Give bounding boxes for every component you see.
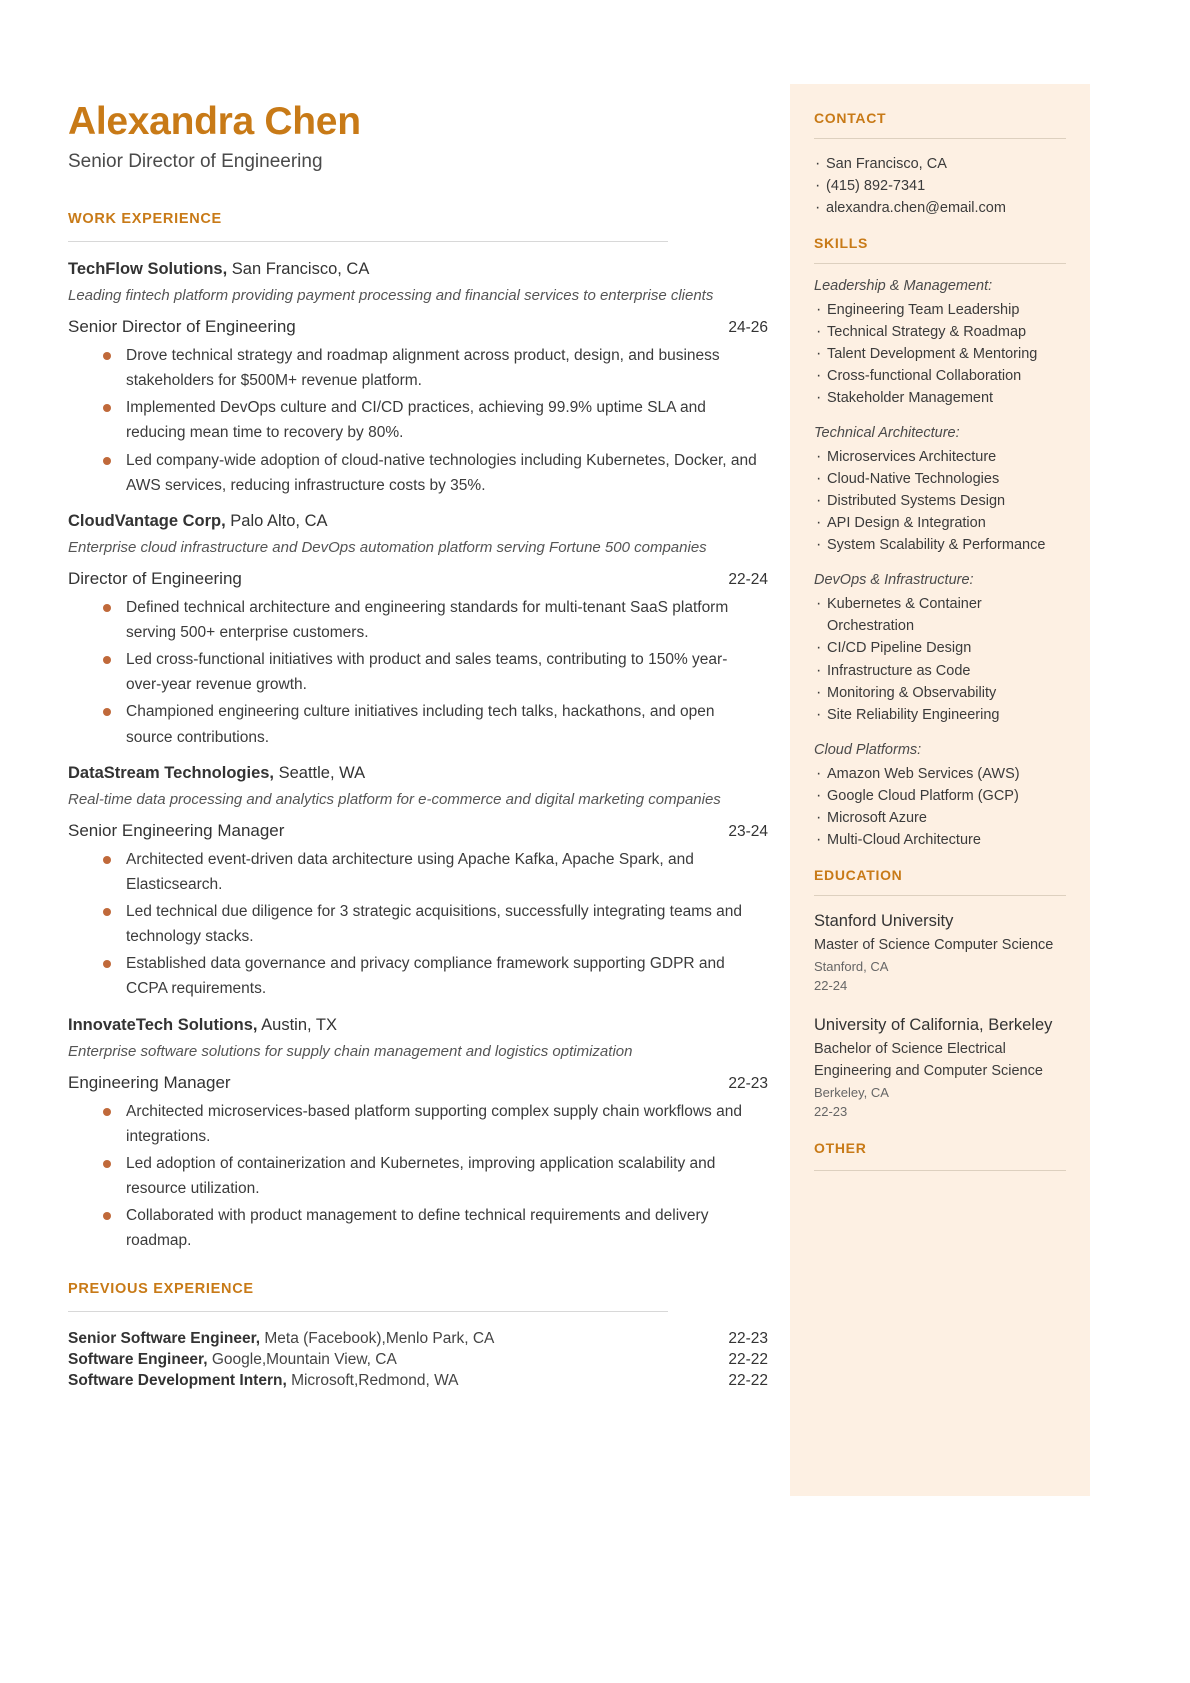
company-location: Palo Alto, CA <box>225 511 328 530</box>
role-title: Senior Director of Engineering <box>68 317 296 337</box>
company-location: Seattle, WA <box>274 763 366 782</box>
role-dates: 22-24 <box>728 571 768 588</box>
previous-experience-row <box>68 1330 768 1348</box>
education-location: Berkeley, CA <box>814 1084 889 1100</box>
other-heading: OTHER <box>814 1139 867 1156</box>
candidate-name: Alexandra Chen <box>68 100 361 143</box>
previous-org: Microsoft,Redmond, WA <box>286 1372 459 1390</box>
sidebar-divider <box>814 138 1066 139</box>
job-bullet: Architected microservices-based platform supporting complex supply chain workflows and integrations. <box>126 1099 760 1149</box>
education-dates: 22-24 <box>814 978 848 994</box>
education-dates: 22-23 <box>814 1104 848 1119</box>
previous-role-line <box>68 1330 494 1348</box>
skill-item: · Site Reliability Engineering <box>814 704 1066 726</box>
previous-role-line <box>68 1351 397 1369</box>
job-bullet: Defined technical architecture and engineering standards for multi-tenant SaaS platform serving 500+ enterprise customers. <box>126 595 760 645</box>
company-location: Austin, TX <box>257 1015 337 1034</box>
section-divider <box>68 241 668 242</box>
skill-item: · Cloud-Native Technologies <box>814 468 1066 490</box>
job-bullet: Led technical due diligence for 3 strategic acquisitions, successfully integrating teams and technology stacks. <box>126 899 760 949</box>
job-bullet: Established data governance and privacy compliance framework supporting GDPR and CCPA requirements. <box>126 951 760 1001</box>
role-title: Senior Engineering Manager <box>68 820 285 840</box>
previous-role: Software Engineer, <box>68 1351 208 1369</box>
previous-role-line <box>68 1372 458 1390</box>
contact-heading: CONTACT <box>814 110 887 126</box>
skill-group <box>814 278 1066 409</box>
job-bullets <box>68 343 760 498</box>
skill-item: · Cross-functional Collaboration <box>814 365 1066 387</box>
job-entry <box>68 511 768 750</box>
skill-item: · Talent Development & Mentoring <box>814 343 1066 365</box>
company-line <box>68 764 760 783</box>
job-entry <box>68 1015 768 1254</box>
skill-item: · Distributed Systems Design <box>814 490 1066 512</box>
job-bullets <box>68 1099 760 1254</box>
previous-role: Senior Software Engineer, <box>68 1330 261 1348</box>
job-bullets <box>68 847 760 1002</box>
job-bullet: Architected event-driven data architecture using Apache Kafka, Apache Spark, and Elasticsearch. <box>126 847 760 897</box>
skill-item: · Amazon Web Services (AWS) <box>814 763 1066 785</box>
skill-group-name: Leadership & Management: <box>814 278 993 295</box>
section-divider <box>68 1311 668 1312</box>
role-dates: 22-23 <box>728 1074 768 1092</box>
education-school: University of California, Berkeley <box>814 1015 1053 1034</box>
skill-group-name: Technical Architecture: <box>814 425 960 442</box>
job-entry <box>68 259 768 498</box>
skill-item: · Stakeholder Management <box>814 387 1066 409</box>
contact-phone: · (415) 892-7341 <box>814 175 1066 197</box>
job-bullet: Led adoption of containerization and Kubernetes, improving application scalability and resource utilization. <box>126 1151 760 1201</box>
skill-group <box>814 742 1066 851</box>
company-name: TechFlow Solutions, <box>68 259 228 278</box>
previous-role: Software Development Intern, <box>68 1372 287 1390</box>
company-description: Leading fintech platform providing payment processing and financial services to enterprise clients <box>68 286 714 304</box>
skills-heading: SKILLS <box>814 235 868 252</box>
skill-item: · Engineering Team Leadership <box>814 299 1066 321</box>
role-dates: 24-26 <box>728 319 768 337</box>
skill-item: · Kubernetes & Container Orchestration <box>814 593 1066 637</box>
previous-org: Google,Mountain View, CA <box>207 1351 397 1369</box>
skill-item: · Technical Strategy & Roadmap <box>814 321 1066 343</box>
education-location: Stanford, CA <box>814 958 889 974</box>
education-heading: EDUCATION <box>814 866 903 883</box>
role-title: Engineering Manager <box>68 1072 231 1092</box>
education-school: Stanford University <box>814 911 954 930</box>
company-line <box>68 512 760 531</box>
sidebar-divider <box>814 263 1066 264</box>
job-bullet: Led cross-functional initiatives with product and sales teams, contributing to 150% year-over-year revenue growth. <box>126 647 760 697</box>
company-line <box>68 1016 760 1035</box>
company-location: San Francisco, CA <box>227 259 370 278</box>
role-title: Director of Engineering <box>68 569 242 588</box>
skill-item: · CI/CD Pipeline Design <box>814 637 1066 659</box>
role-row <box>68 317 768 337</box>
role-row <box>68 569 768 589</box>
job-bullets <box>68 595 760 750</box>
contact-location: · San Francisco, CA <box>814 153 1066 175</box>
education-entry <box>814 1014 1066 1122</box>
candidate-title: Senior Director of Engineering <box>68 150 323 172</box>
skill-item: · Infrastructure as Code <box>814 660 1066 682</box>
education-degree: Bachelor of Science Electrical Engineering and Computer Science <box>814 1041 1043 1079</box>
contact-email: · alexandra.chen@email.com <box>814 197 1066 219</box>
work-experience-heading: WORK EXPERIENCE <box>68 210 222 227</box>
skill-item: · Microservices Architecture <box>814 446 1066 468</box>
job-bullet: Drove technical strategy and roadmap alignment across product, design, and business stakeholders for $500M+ revenue platform. <box>126 343 760 393</box>
previous-experience-row <box>68 1372 768 1390</box>
sidebar-divider <box>814 1170 1066 1171</box>
company-description: Enterprise cloud infrastructure and DevOps automation platform serving Fortune 500 companies <box>68 538 707 556</box>
spacer <box>814 219 1066 235</box>
role-row <box>68 821 768 841</box>
skill-item: · Microsoft Azure <box>814 807 1066 829</box>
role-row <box>68 1073 768 1093</box>
previous-org: Meta (Facebook),Menlo Park, CA <box>260 1330 495 1348</box>
job-bullet: Collaborated with product management to define technical requirements and delivery roadmap. <box>126 1203 760 1253</box>
job-bullet: Championed engineering culture initiatives including tech talks, hackathons, and open source contributions. <box>126 699 760 749</box>
company-line <box>68 260 760 279</box>
skill-group-name: Cloud Platforms: <box>814 741 922 758</box>
skill-item: · Multi-Cloud Architecture <box>814 829 1066 851</box>
role-dates: 23-24 <box>728 822 768 840</box>
education-degree: Master of Science Computer Science <box>814 936 1054 953</box>
sidebar-divider <box>814 895 1066 896</box>
job-entry <box>68 763 768 1002</box>
education-entry <box>814 910 1066 996</box>
skill-group-name: DevOps & Infrastructure: <box>814 572 974 589</box>
skill-item: · Google Cloud Platform (GCP) <box>814 785 1066 807</box>
skill-item: · Monitoring & Observability <box>814 682 1066 704</box>
previous-dates: 22-22 <box>728 1372 768 1390</box>
company-description: Enterprise software solutions for supply chain management and logistics optimization <box>68 1042 633 1060</box>
company-name: DataStream Technologies, <box>68 763 275 782</box>
previous-dates: 22-22 <box>728 1351 768 1369</box>
skill-item: · API Design & Integration <box>814 512 1066 534</box>
company-description: Real-time data processing and analytics platform for e-commerce and digital marketing companies <box>68 790 721 808</box>
previous-experience-row <box>68 1351 768 1369</box>
job-bullet: Implemented DevOps culture and CI/CD practices, achieving 99.9% uptime SLA and reducing mean time to recovery by 80%. <box>126 395 760 445</box>
skill-group <box>814 425 1066 556</box>
previous-dates: 22-23 <box>728 1330 768 1348</box>
job-bullet: Led company-wide adoption of cloud-native technologies including Kubernetes, Docker, and AWS services, reducing infrastructure costs by 35%. <box>126 448 760 498</box>
previous-experience-heading: PREVIOUS EXPERIENCE <box>68 1281 254 1298</box>
company-name: InnovateTech Solutions, <box>68 1015 258 1034</box>
skill-group <box>814 572 1066 725</box>
sidebar-column <box>790 84 1090 1185</box>
company-name: CloudVantage Corp, <box>68 511 226 530</box>
skill-item: · System Scalability & Performance <box>814 534 1066 556</box>
